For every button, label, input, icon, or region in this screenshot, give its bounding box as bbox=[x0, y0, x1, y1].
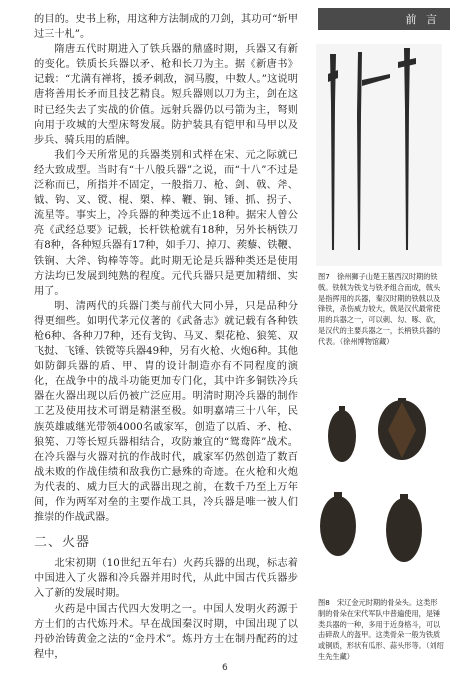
paragraph: 明、清两代的兵器门类与前代大同小异，只是品种分得更细些。如明代茅元仪著的《武备志》就记载有各种铁枪6种、各种刀7种，还有戈钩、马叉、梨花枪、狼筅、双飞挝、飞锤、铁镋等兵器49种，另有火枪、火炮6种。其他如防御兵器的盾、甲、胄的设计制造亦有不同程度的演化，在战争中的战斗功能更加专门化，其中许多铜铁冷兵器在火器出现以后仍被广泛应用。明清时期冷兵器的制作工艺及使用技术可谓是精湛至极。如明嘉靖三十八年，民族英雄戚继光带领4000名戚家军，创造了以盾、矛、枪、狼筅、刀等长短兵器相结合，攻防兼宜的“鸳鸯阵”战术。在冷兵器与火器对抗的作战时代，戚家军仍然创造了数百战未败的作战佳绩和敌我伤亡悬殊的奇迹。在火枪和火炮为代表的、威力巨大的武器出现之前，在数千乃至上万年间，作为两军对垒的主要作战工具，冷兵器是唯一被人们推崇的作战武器。 bbox=[34, 300, 298, 524]
section-title: 二、火器 bbox=[34, 535, 91, 551]
running-header: 前 言 bbox=[405, 13, 440, 26]
header-band bbox=[318, 8, 450, 30]
paragraph: 隋唐五代时期进入了铁兵器的鼎盛时期，兵器又有新的变化。铁质长兵器以矛、枪和长刀为主。据《新唐书》记载：“尤满有禅将，援矛刺敌，洞马腹，中数人。”这说明唐将善用长矛而且技艺精良。短兵器则以刀为主，剑在这时已经失去了实战的价值。远射兵器仍以弓箭为主，弩则向用于攻城的大型床弩发展。防护装具有铠甲和马甲以及步兵、骑兵用的盾牌。 bbox=[34, 44, 298, 146]
mace-heads-photo bbox=[318, 380, 442, 590]
figure-caption: 图8 宋辽金元时期的骨朵头。这类形制的骨朵在宋代军队中普遍使用，是锤类兵器的一种，多用于近身格斗，可以击碎敌人的盔甲。这类骨朵一般为铁质或铜质，形状有瓜形、蒜头形等。（刘绍生先生藏） bbox=[318, 598, 444, 661]
paragraph: 的目的。史书上称，用这种方法制成的刀剑，其功可“斩甲过三十札”。 bbox=[34, 14, 298, 41]
iron-halberd-photo bbox=[316, 44, 442, 266]
figure-caption: 图7 徐州狮子山楚王墓西汉时期的铁戟。铁戟为铁戈与铁矛组合而成，戟头是指挥用的兵器，秦汉时期的铁戟以及锋铁，杀伤威力较大，戟是汉代最常使用的兵器之一，可以刺、勾、啄、砍，是汉代的主要兵器之一，长柄铁兵器的代表。（徐州博物馆藏） bbox=[318, 272, 441, 346]
main-text bbox=[34, 12, 298, 662]
page-number: 6 bbox=[222, 663, 228, 673]
paragraph: 北宋初期（10世纪五年右）火药兵器的出现，标志着中国进入了火器和冷兵器并用时代，从此中国古代兵器步入了新的发展时期。 bbox=[34, 558, 298, 600]
paragraph: 我们今天所常见的兵器类别和式样在宋、元之际就已经大致成型。当时有“十八般兵器”之说，而“十八”不过是泛称而已，所指并不固定，一般指刀、枪、剑、戟、斧、钺、钩、叉、镋、棍、槊、棒、鞭、锏、锤、抓、拐子、流星等。事实上，冷兵器的种类远不止18种。据宋人曾公亮《武经总要》记载，长杆铁枪就有18种，另外长柄铁刀有8种，各种短兵器有17种，如手刀、掉刀、蒺藜、铁鞭、铁锏、大斧、钩棒等等。此时期无论是兵器种类还是使用方法均已发展到纯熟的程度。元代兵器只是更加精细、实用了。 bbox=[34, 149, 298, 297]
paragraph: 火药是中国古代四大发明之一。中国人发明火药源于方士们的古代炼丹术。早在战国秦汉时期，中国出现了以丹砂治铸黄金之法的“金丹术”。炼丹方士在制丹配药的过程中， bbox=[34, 603, 298, 660]
